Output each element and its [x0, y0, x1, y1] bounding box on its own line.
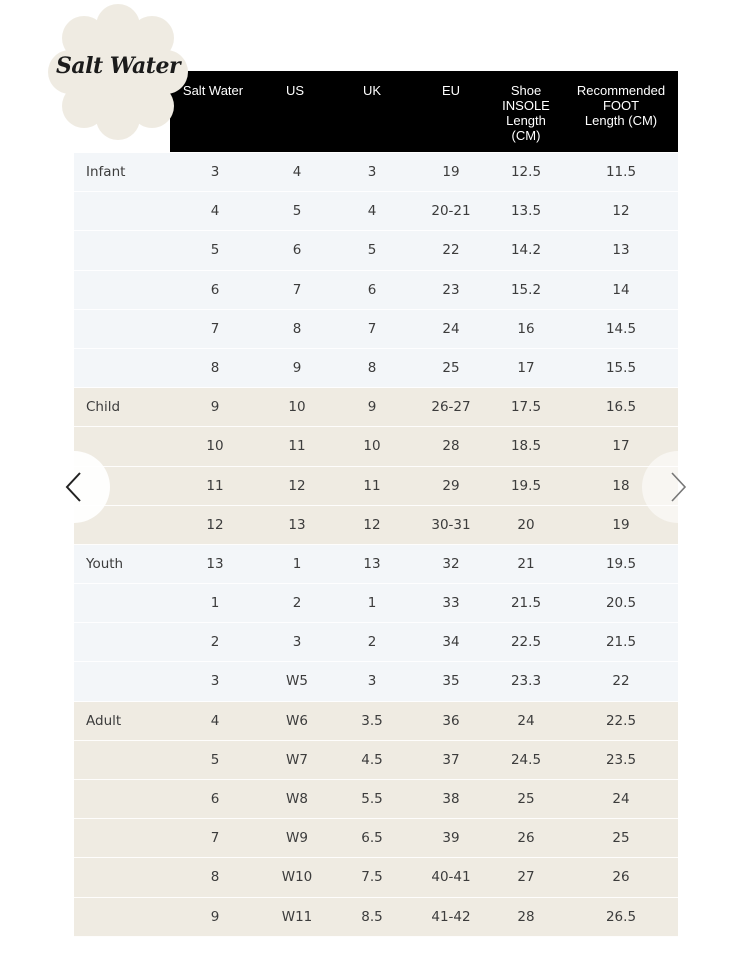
table-row	[74, 349, 678, 388]
table-row	[74, 623, 678, 662]
table-cell: 5.5	[361, 791, 383, 807]
table-cell: 21	[517, 555, 535, 572]
table-cell: 8	[292, 320, 302, 337]
table-cell: 15.2	[510, 281, 542, 298]
column-header-line: Length (CM)	[584, 113, 658, 128]
table-cell: 24	[612, 791, 630, 807]
table-cell: W8	[286, 791, 308, 807]
table-cell: 2	[367, 634, 377, 651]
table-cell: W9	[286, 830, 308, 847]
table-cell: 28	[442, 438, 460, 455]
table-cell: 1	[210, 595, 220, 612]
table-cell: 33	[442, 595, 460, 612]
column-header-line: Salt Water	[182, 83, 244, 98]
table-cell: 12.5	[510, 164, 542, 180]
category-label: Infant	[86, 164, 126, 180]
table-cell: 6	[367, 281, 377, 298]
table-cell: 13	[206, 555, 224, 572]
chevron-left-icon	[62, 469, 86, 505]
table-cell: 4	[210, 203, 220, 220]
table-cell: 4	[292, 164, 302, 180]
table-row	[74, 819, 678, 858]
table-cell: 25	[517, 791, 535, 807]
table-cell: 7	[367, 320, 377, 337]
table-cell: 34	[442, 634, 460, 651]
table-cell: 20-21	[431, 203, 471, 220]
table-cell: 3	[292, 634, 302, 651]
table-cell: 14.5	[605, 320, 637, 337]
table-cell: 22	[442, 242, 460, 259]
category-label: Child	[86, 399, 121, 416]
table-cell: 8.5	[361, 908, 383, 925]
table-cell: 8	[210, 359, 220, 376]
table-cell: 1	[367, 595, 377, 612]
table-row	[74, 662, 678, 701]
column-header-line: Recommended	[576, 83, 666, 98]
table-cell: 6	[210, 281, 220, 298]
table-cell: 3	[210, 164, 220, 180]
table-cell: 2	[210, 634, 220, 651]
table-cell: 2	[292, 595, 302, 612]
table-cell: 38	[442, 791, 460, 807]
table-cell: 14	[612, 281, 630, 298]
category-label: Adult	[86, 712, 122, 729]
column-header-line: EU	[441, 83, 461, 98]
table-cell: 36	[442, 712, 460, 729]
table-cell: 11	[363, 477, 381, 494]
table-row	[74, 388, 678, 427]
table-cell: 21.5	[605, 634, 637, 651]
chevron-right-icon	[666, 469, 690, 505]
table-row	[74, 231, 678, 270]
table-cell: 26-27	[431, 399, 471, 416]
column-header-line: UK	[362, 83, 382, 98]
table-row	[74, 192, 678, 231]
table-row	[74, 545, 678, 584]
table-cell: 19	[442, 164, 460, 180]
table-cell: 16	[517, 320, 535, 337]
table-row	[74, 427, 678, 466]
table-cell: 9	[210, 908, 220, 925]
table-cell: 23.5	[605, 751, 637, 768]
table-cell: 19.5	[510, 477, 542, 494]
table-cell: 35	[442, 673, 460, 690]
table-cell: 5	[210, 242, 220, 259]
previous-button[interactable]	[38, 451, 110, 523]
table-cell: 17.5	[510, 399, 542, 416]
table-cell: 7	[210, 320, 220, 337]
table-cell: 12	[206, 516, 224, 533]
table-row	[74, 780, 678, 819]
table-cell: 26.5	[605, 908, 637, 925]
table-cell: 5	[292, 203, 302, 220]
table-cell: 12	[612, 203, 630, 220]
table-cell: 11.5	[605, 164, 637, 180]
column-header-line: FOOT	[602, 98, 640, 113]
salt-water-logo	[44, 4, 192, 140]
table-cell: 30-31	[431, 516, 471, 533]
table-row	[74, 898, 678, 937]
table-cell: 26	[612, 869, 630, 886]
table-cell: 9	[367, 399, 377, 416]
table-row	[74, 271, 678, 310]
table-cell: 17	[612, 438, 630, 455]
table-cell: 7	[292, 281, 302, 298]
table-cell: W11	[281, 908, 313, 925]
table-cell: 23	[442, 281, 460, 298]
table-cell: 9	[292, 359, 302, 376]
table-cell: 3.5	[361, 712, 383, 729]
table-cell: 15.5	[605, 359, 637, 376]
table-cell: 32	[442, 555, 460, 572]
table-cell: 4.5	[361, 751, 383, 768]
table-cell: 20	[517, 516, 535, 533]
table-cell: 19	[612, 516, 630, 533]
table-cell: 24.5	[510, 751, 542, 768]
table-cell: 13.5	[510, 203, 542, 220]
size-chart-table	[74, 153, 678, 937]
table-cell: 4	[210, 712, 220, 729]
table-cell: 37	[442, 751, 460, 768]
table-cell: 13	[363, 555, 381, 572]
table-cell: 26	[517, 830, 535, 847]
column-header-line: Length	[506, 113, 546, 128]
table-cell: 20.5	[605, 595, 637, 612]
table-cell: 25	[442, 359, 460, 376]
table-cell: 12	[288, 477, 306, 494]
table-cell: 22.5	[605, 712, 637, 729]
next-button[interactable]	[642, 451, 714, 523]
table-row	[74, 858, 678, 897]
table-row	[74, 467, 678, 506]
column-header-line: INSOLE	[502, 98, 550, 113]
table-cell: 10	[206, 438, 224, 455]
table-cell: 12	[363, 516, 381, 533]
table-cell: 14.2	[510, 242, 542, 259]
table-cell: W7	[286, 751, 308, 768]
table-cell: 18.5	[510, 438, 542, 455]
table-cell: 5	[210, 751, 220, 768]
column-header-line: US	[285, 83, 305, 98]
table-cell: 28	[517, 908, 535, 925]
table-cell: 21.5	[510, 595, 542, 612]
table-cell: 19.5	[605, 555, 637, 572]
table-cell: 6	[210, 791, 220, 807]
column-header-line: Shoe	[510, 83, 542, 98]
category-label: Youth	[86, 555, 124, 572]
table-cell: 18	[612, 477, 630, 494]
table-cell: 8	[210, 869, 220, 886]
table-cell: 3	[367, 673, 377, 690]
table-cell: 22.5	[510, 634, 542, 651]
table-row	[74, 310, 678, 349]
table-cell: 8	[367, 359, 377, 376]
table-header	[170, 71, 678, 152]
table-cell: 41-42	[431, 908, 471, 925]
table-cell: 6	[292, 242, 302, 259]
table-cell: 17	[517, 359, 535, 376]
table-cell: 7	[210, 830, 220, 847]
table-cell: 13	[612, 242, 630, 259]
table-cell: 24	[442, 320, 460, 337]
table-cell: 23.3	[510, 673, 542, 690]
table-cell: 9	[210, 399, 220, 416]
table-row	[74, 584, 678, 623]
table-cell: 39	[442, 830, 460, 847]
table-cell: 22	[612, 673, 630, 690]
table-cell: 10	[363, 438, 381, 455]
table-cell: 11	[288, 438, 306, 455]
table-cell: 11	[206, 477, 224, 494]
column-header-line: (CM)	[511, 128, 541, 143]
table-cell: 25	[612, 830, 630, 847]
table-cell: 40-41	[431, 869, 471, 886]
table-row	[74, 506, 678, 545]
table-cell: 4	[367, 203, 377, 220]
table-cell: 29	[442, 477, 460, 494]
table-cell: 16.5	[605, 399, 637, 416]
logo-text: Salt Water	[55, 53, 181, 79]
table-cell: 10	[288, 399, 306, 416]
table-row	[74, 153, 678, 192]
table-cell: 3	[367, 164, 377, 180]
table-cell: 6.5	[361, 830, 383, 847]
table-cell: 13	[288, 516, 306, 533]
column-header	[286, 83, 304, 98]
table-cell: W5	[286, 673, 308, 690]
table-cell: 7.5	[361, 869, 383, 886]
table-cell: 1	[292, 555, 302, 572]
table-cell: 5	[367, 242, 377, 259]
column-header	[363, 83, 381, 98]
table-cell: 24	[517, 712, 535, 729]
table-cell: 27	[517, 869, 535, 886]
table-row	[74, 702, 678, 741]
table-cell: W10	[281, 869, 313, 886]
column-header	[442, 83, 460, 98]
column-header	[502, 83, 550, 143]
table-cell: W6	[286, 712, 308, 729]
column-header	[577, 83, 665, 128]
table-cell: 3	[210, 673, 220, 690]
table-row	[74, 741, 678, 780]
